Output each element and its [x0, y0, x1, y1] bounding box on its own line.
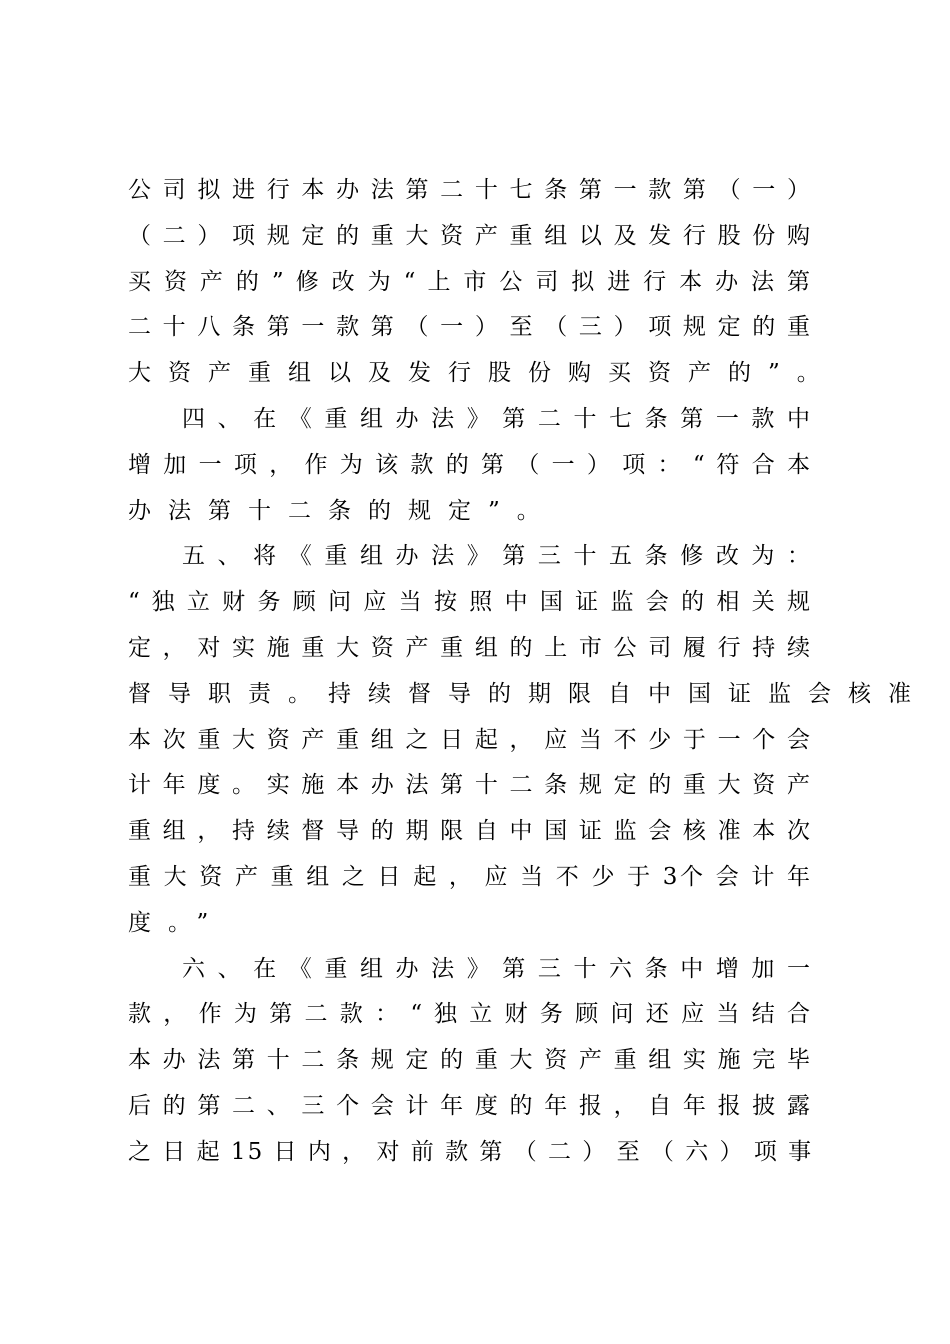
text-line: 后 的 第 二 、 三 个 会 计 年 度 的 年 报 ， 自 年 报 披 露	[128, 1092, 812, 1119]
text-line: 督导职责。持续督导的期限自中国证监会核准	[128, 680, 928, 707]
text-line: 款 ， 作 为 第 二 款 ： “ 独 立 财 务 顾 问 还 应 当 结 合	[128, 1001, 812, 1028]
text-line: 公 司 拟 进 行 本 办 法 第 二 十 七 条 第 一 款 第 （ 一 ）	[128, 177, 812, 203]
text-line: 本 办 法 第 十 二 条 规 定 的 重 大 资 产 重 组 实 施 完 毕	[128, 1047, 812, 1074]
text-line: 大资产重组以及发行股份购买资产的”。	[128, 360, 837, 387]
paragraph-four-start: 四 、 在 《 重 组 办 法 》 第 二 十 七 条 第 一 款 中	[182, 405, 812, 432]
text-line: 买 资 产 的 ” 修 改 为 “ 上 市 公 司 拟 进 行 本 办 法 第	[128, 268, 812, 295]
text-line: 定 ， 对 实 施 重 大 资 产 重 组 的 上 市 公 司 履 行 持 续	[128, 634, 812, 661]
text-line: “ 独 立 财 务 顾 问 应 当 按 照 中 国 证 监 会 的 相 关 规	[128, 589, 812, 616]
text-line: 二 十 八 条 第 一 款 第 （ 一 ） 至 （ 三 ） 项 规 定 的 重	[128, 314, 812, 341]
text-line: （ 二 ） 项 规 定 的 重 大 资 产 重 组 以 及 发 行 股 份 购	[128, 222, 812, 249]
text-line: 度。”	[128, 909, 226, 936]
paragraph-six-start: 六 、 在 《 重 组 办 法 》 第 三 十 六 条 中 增 加 一	[182, 955, 812, 982]
text-line: 计 年 度 。 实 施 本 办 法 第 十 二 条 规 定 的 重 大 资 产	[128, 772, 812, 799]
text-line: 增 加 一 项 ， 作 为 该 款 的 第 （ 一 ） 项 ： “ 符 合 本	[128, 451, 812, 478]
paragraph-five-start: 五 、 将 《 重 组 办 法 》 第 三 十 五 条 修 改 为 ：	[182, 543, 812, 570]
document-body	[128, 168, 928, 1176]
text-line: 办法第十二条的规定”。	[128, 497, 557, 524]
text-line: 之 日 起 15 日 内 ， 对 前 款 第 （ 二 ） 至 （ 六 ） 项 事	[128, 1138, 814, 1165]
text-line: 本 次 重 大 资 产 重 组 之 日 起 ， 应 当 不 少 于 一 个 会	[128, 726, 812, 753]
text-line: 重 大 资 产 重 组 之 日 起 ， 应 当 不 少 于 3个 会 计 年	[128, 863, 812, 890]
text-line: 重 组 ， 持 续 督 导 的 期 限 自 中 国 证 监 会 核 准 本 次	[128, 818, 812, 845]
